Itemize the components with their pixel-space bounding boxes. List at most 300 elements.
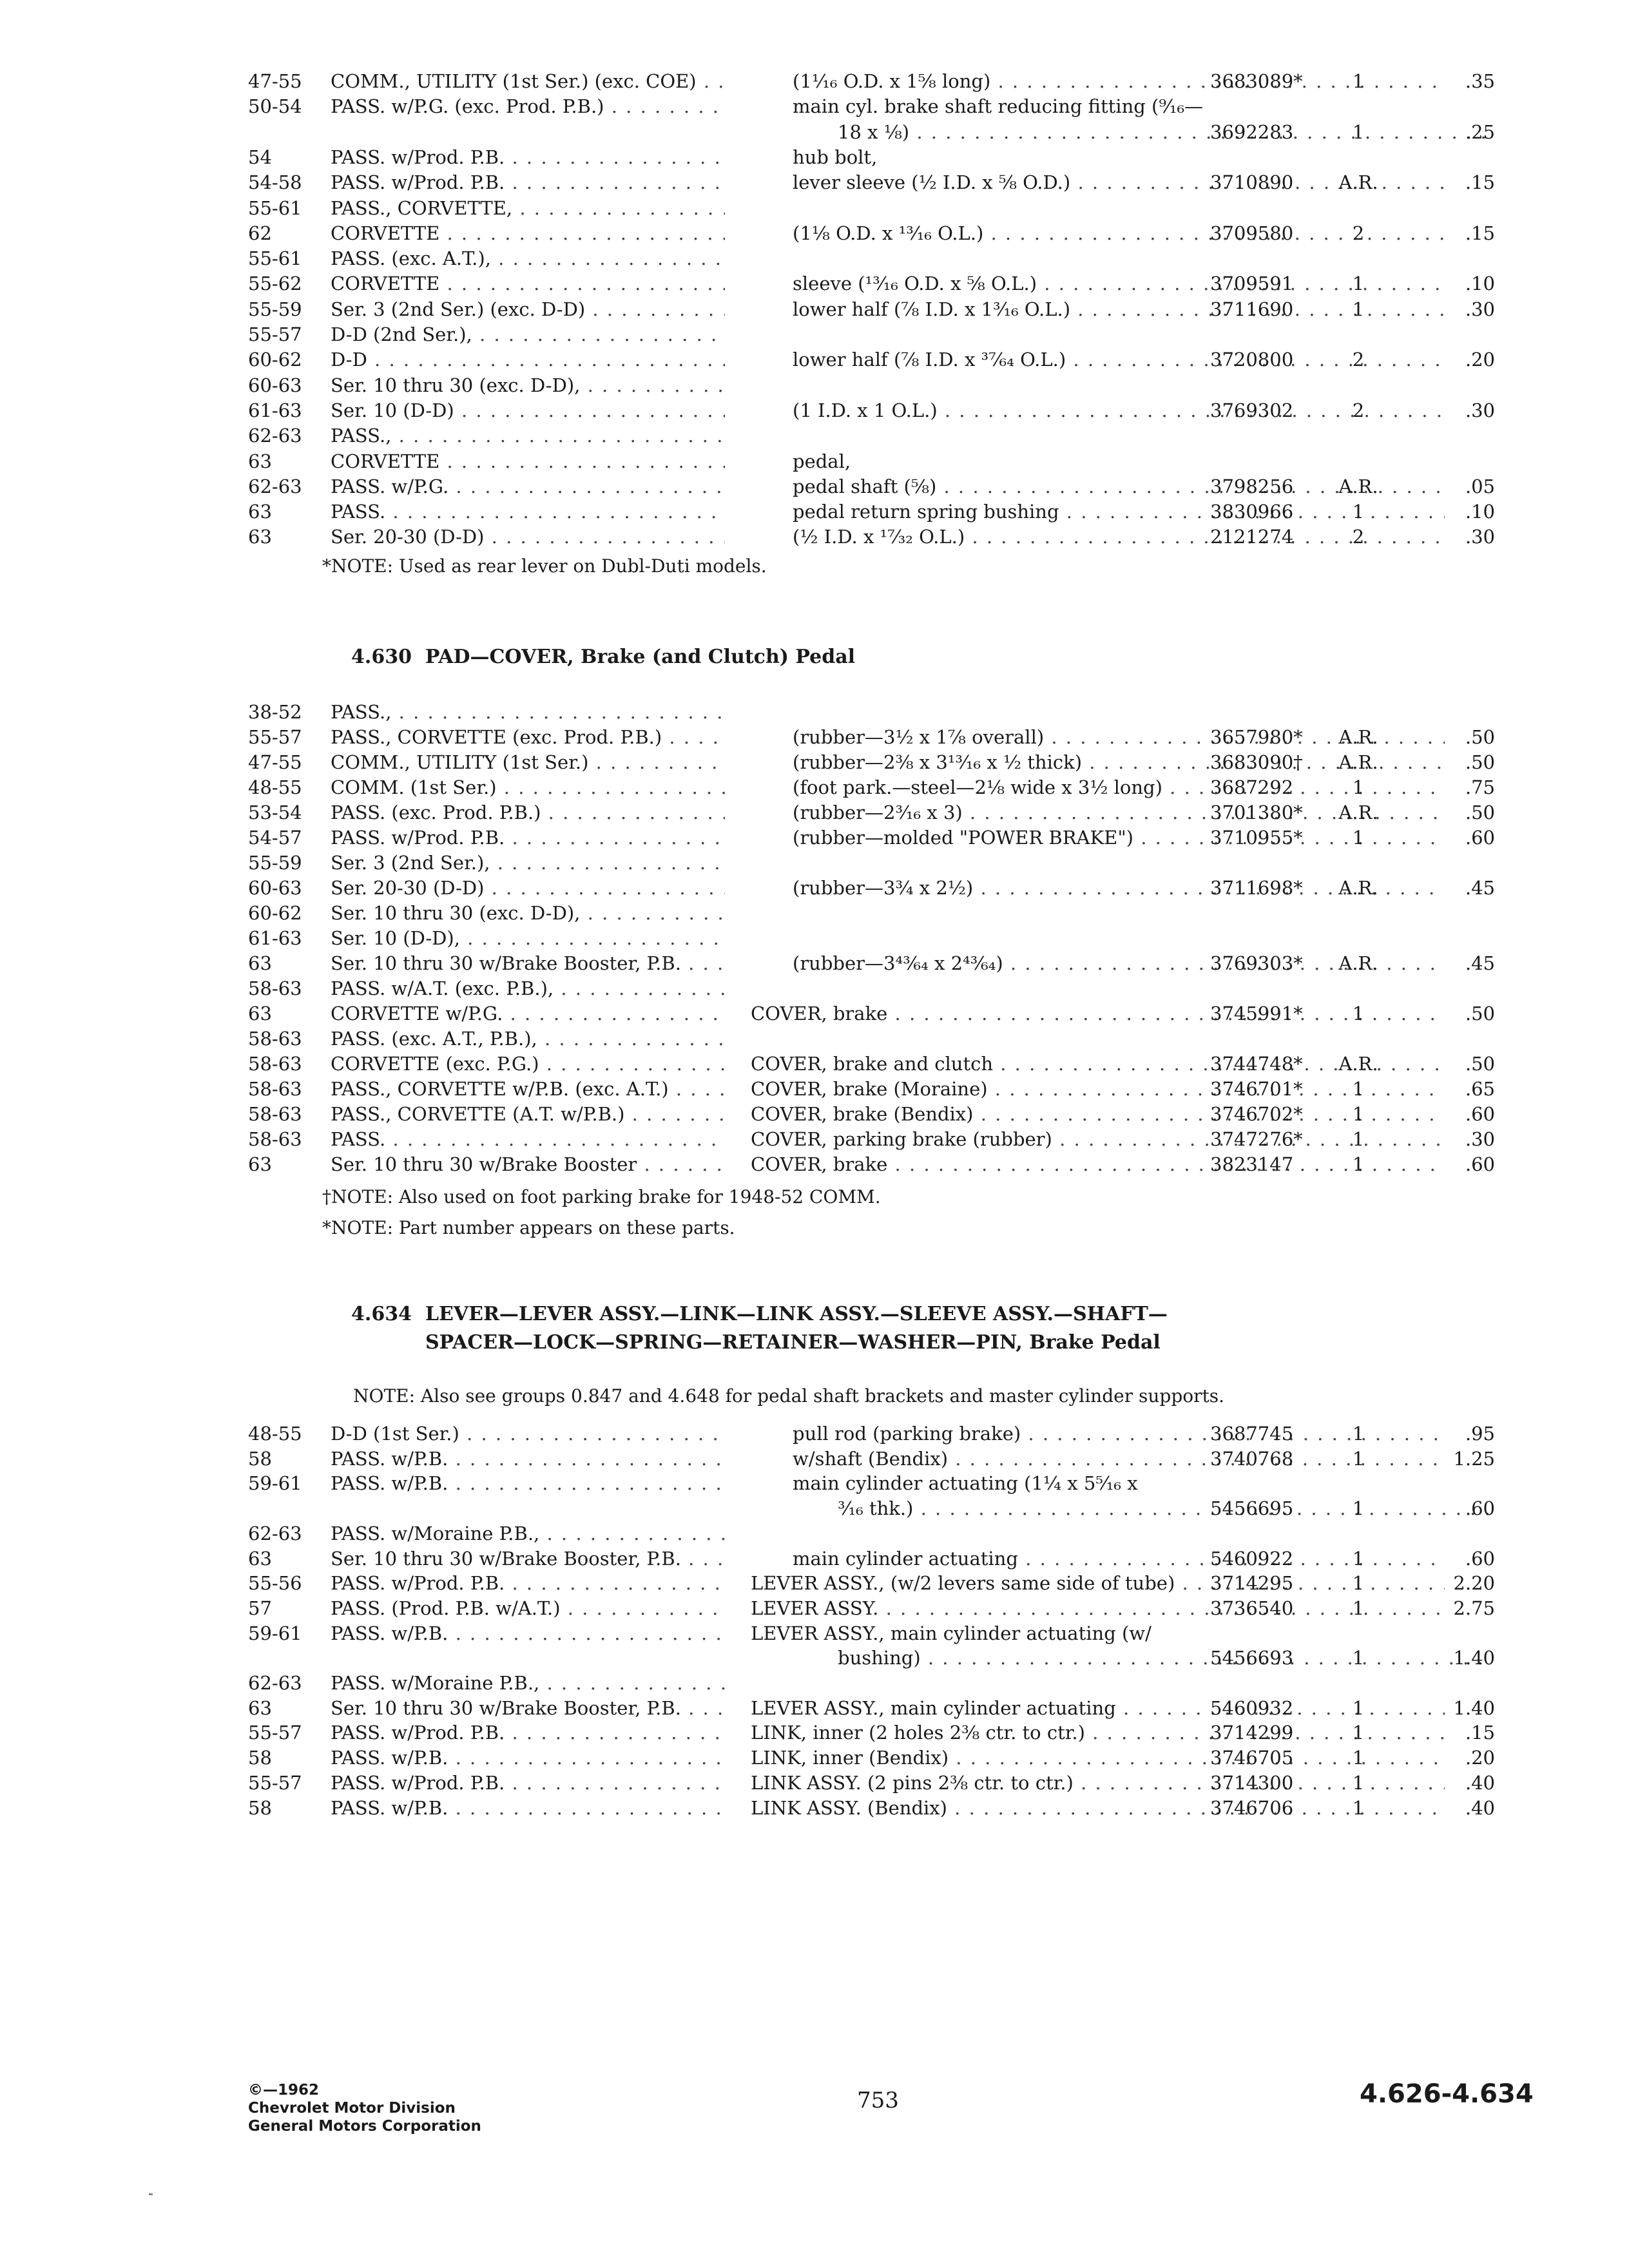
table-row: [248, 271, 1537, 296]
cell-price: .60: [1465, 1153, 1495, 1175]
cell-part: 3720800: [1210, 349, 1294, 371]
cell-price: .15: [1465, 171, 1495, 194]
cell-part: 3745991*: [1210, 1003, 1303, 1024]
cell-desc: bushing) . . .: [838, 1645, 1490, 1671]
cell-desc: LINK ASSY. (2 pins 2⅜ ctr. to ctr.) . . .: [751, 1770, 1445, 1796]
table-row: [248, 347, 1537, 372]
cell-price: .10: [1465, 501, 1495, 523]
table-row: [248, 749, 1537, 775]
cell-desc: (½ I.D. x ¹⁷⁄₃₂ O.L.) . . .: [793, 524, 1445, 550]
cell-part: 3714295: [1210, 1572, 1294, 1595]
cell-part: 3744748*: [1210, 1053, 1303, 1075]
cell-desc: pedal shaft (⅝) . . .: [793, 474, 1445, 499]
cell-price: .15: [1465, 1722, 1495, 1744]
cell-app: PASS. (exc. A.T.), . . .: [331, 245, 725, 271]
footer-copyright: ©—1962: [248, 2082, 320, 2099]
cell-year: 63: [248, 1003, 272, 1024]
cell-app: COMM., UTILITY (1st Ser.) (exc. COE) . . .: [331, 68, 725, 94]
table-row: [248, 474, 1537, 499]
cell-price: .25: [1465, 120, 1495, 143]
cell-price: .50: [1465, 751, 1495, 773]
cell-price: .15: [1465, 222, 1495, 244]
cell-app: Ser. 3 (2nd Ser.), . . .: [331, 850, 725, 876]
section-4-626-note: *NOTE: Used as rear lever on Dubl-Duti models.: [322, 555, 767, 577]
table-row: [248, 699, 1537, 725]
cell-app: PASS. (Prod. P.B. w/A.T.) . . .: [331, 1595, 725, 1621]
cell-part: 3710890: [1210, 171, 1294, 194]
cell-app: Ser. 20-30 (D-D) . . .: [331, 524, 725, 550]
table-row: [248, 1151, 1537, 1177]
cell-part: 3714299: [1210, 1722, 1294, 1744]
table-row: [248, 68, 1537, 94]
cell-year: 48-55: [248, 776, 302, 798]
table-row: [248, 144, 1537, 170]
cell-qty: 2: [1352, 399, 1365, 421]
cell-app: Ser. 10 thru 30 w/Brake Booster, P.B. . . .: [331, 1546, 725, 1571]
cell-year: 55-59: [248, 852, 302, 874]
cell-price: .50: [1465, 802, 1495, 823]
cell-year: 47-55: [248, 751, 302, 773]
cell-qty: 1: [1352, 1597, 1365, 1619]
table-row: [248, 1421, 1537, 1446]
cell-year: 55-62: [248, 273, 302, 295]
cell-price: 1.40: [1453, 1647, 1495, 1669]
cell-year: 48-55: [248, 1423, 302, 1445]
cell-part: 3769303*: [1210, 952, 1303, 974]
cell-desc: (foot park.—steel—2⅛ wide x 3½ long) . . .: [793, 774, 1445, 800]
cell-year: 55-57: [248, 323, 302, 345]
cell-price: .50: [1465, 1053, 1495, 1075]
cell-qty: A.R.: [1338, 952, 1378, 974]
cell-app: PASS. w/Prod. P.B. . . .: [331, 1570, 725, 1596]
cell-year: 63: [248, 526, 272, 548]
cell-desc: (rubber—2⅜ x 3¹³⁄₁₆ x ½ thick) . . .: [793, 749, 1445, 775]
table-row: [248, 372, 1537, 398]
cell-price: .30: [1465, 399, 1495, 421]
cell-year: 60-62: [248, 902, 302, 924]
cell-app: Ser. 10 thru 30 w/Brake Booster, P.B. . . .: [331, 950, 725, 976]
cell-year: 62-63: [248, 425, 302, 447]
section-title: LEVER—LEVER ASSY.—LINK—LINK ASSY.—SLEEVE ASSY.—SHAFT—: [425, 1303, 1168, 1325]
cell-desc: main cylinder actuating (1¼ x 5⁵⁄₁₆ x: [793, 1472, 1138, 1495]
cell-app: CORVETTE w/P.G. . . .: [331, 1001, 725, 1026]
cell-app: COMM., UTILITY (1st Ser.) . . .: [331, 749, 725, 775]
table-row: [248, 1126, 1537, 1152]
section-4-630-note-dagger: †NOTE: Also used on foot parking brake for 1948-52 COMM.: [322, 1186, 881, 1207]
cell-app: PASS. w/P.B. . . .: [331, 1795, 725, 1821]
table-row: [248, 975, 1537, 1001]
cell-year: 59-61: [248, 1472, 302, 1495]
cell-qty: 1: [1352, 1103, 1365, 1125]
cell-desc: LINK, inner (Bendix) . . .: [751, 1745, 1445, 1771]
cell-desc: lever sleeve (½ I.D. x ⅝ O.D.) . . .: [793, 169, 1445, 195]
section-number: 4.630: [351, 646, 412, 668]
section-4-634-heading-line2: SPACER—LOCK—SPRING—RETAINER—WASHER—PIN, Brake Pedal: [425, 1331, 1161, 1354]
cell-desc: COVER, brake (Moraine) . . .: [751, 1076, 1445, 1102]
cell-app: PASS., . . .: [331, 699, 725, 725]
cell-app: Ser. 10 thru 30 w/Brake Booster, P.B. . . .: [331, 1695, 725, 1721]
cell-app: D-D (2nd Ser.), . . .: [331, 322, 725, 347]
table-row: [248, 1101, 1537, 1127]
cell-app: CORVETTE . . .: [331, 448, 725, 474]
cell-app: PASS. w/Prod. P.B. . . .: [331, 169, 725, 195]
cell-desc: pull rod (parking brake) . . .: [793, 1421, 1445, 1446]
cell-year: 59-61: [248, 1622, 302, 1644]
cell-year: 62-63: [248, 1522, 302, 1544]
cell-desc: (rubber—3½ x 1⅞ overall) . . .: [793, 724, 1445, 750]
cell-app: PASS. w/A.T. (exc. P.B.), . . .: [331, 975, 725, 1001]
cell-desc: 18 x ⅛) . . .: [838, 119, 1490, 145]
cell-app: PASS. w/P.B. . . .: [331, 1470, 725, 1496]
cell-year: 62-63: [248, 1672, 302, 1694]
footer-copyright-block: [248, 2081, 481, 2135]
cell-part: 3711690: [1210, 298, 1294, 320]
table-row: [248, 220, 1537, 246]
cell-year: 58-63: [248, 1128, 302, 1150]
section-number: 4.634: [351, 1303, 412, 1325]
cell-app: PASS., CORVETTE (A.T. w/P.B.) . . .: [331, 1101, 725, 1127]
cell-price: 2.20: [1453, 1572, 1495, 1595]
cell-app: CORVETTE . . .: [331, 220, 725, 246]
cell-qty: 1: [1352, 1078, 1365, 1100]
cell-part: 2121274: [1210, 526, 1294, 548]
cell-desc: main cyl. brake shaft reducing fitting (⁹⁄₁₆—: [793, 95, 1204, 118]
cell-qty: 1: [1352, 776, 1365, 798]
cell-app: PASS. w/P.B. . . .: [331, 1620, 725, 1646]
cell-part: 5456695: [1210, 1497, 1294, 1520]
table-row: [248, 950, 1537, 976]
cell-qty: 1: [1352, 1722, 1365, 1744]
cell-desc: LEVER ASSY., (w/2 levers same side of tube) . . .: [751, 1570, 1445, 1596]
table-row: [248, 296, 1537, 322]
cell-part: 3823147: [1210, 1153, 1294, 1175]
cell-part: 3710955*: [1210, 827, 1303, 849]
cell-app: D-D (1st Ser.) . . .: [331, 1421, 725, 1446]
cell-app: Ser. 10 thru 30 w/Brake Booster . . .: [331, 1151, 725, 1177]
cell-qty: 1: [1352, 1696, 1365, 1719]
page-number: 753: [857, 2088, 899, 2113]
cell-year: 50-54: [248, 95, 302, 118]
cell-qty: 1: [1352, 1447, 1365, 1470]
cell-part: 5460922: [1210, 1547, 1294, 1570]
cell-app: CORVETTE (exc. P.G.) . . .: [331, 1051, 725, 1077]
table-row: [248, 850, 1537, 876]
cell-app: PASS. w/Moraine P.B., . . .: [331, 1521, 725, 1546]
table-row: [248, 119, 1537, 145]
cell-price: .60: [1465, 1103, 1495, 1125]
table-row: [248, 1076, 1537, 1102]
table-row: [248, 1795, 1537, 1821]
cell-year: 63: [248, 501, 272, 523]
cell-price: 2.75: [1453, 1597, 1495, 1619]
cell-price: .30: [1465, 1128, 1495, 1150]
cell-desc: LEVER ASSY., main cylinder actuating . . .: [751, 1695, 1445, 1721]
cell-price: .45: [1465, 952, 1495, 974]
table-row: [248, 1570, 1537, 1596]
cell-desc: LEVER ASSY. . . .: [751, 1595, 1445, 1621]
cell-price: .30: [1465, 526, 1495, 548]
cell-price: 1.25: [1453, 1447, 1495, 1470]
section-title: PAD—COVER, Brake (and Clutch) Pedal: [425, 646, 856, 668]
cell-qty: A.R.: [1338, 877, 1378, 899]
cell-app: PASS. (exc. A.T., P.B.), . . .: [331, 1026, 725, 1052]
cell-app: PASS., CORVETTE w/P.B. (exc. A.T.) . . .: [331, 1076, 725, 1102]
cell-app: Ser. 10 (D-D) . . .: [331, 398, 725, 423]
cell-part: 3830966: [1210, 501, 1294, 523]
table-row: [248, 524, 1537, 550]
cell-desc: COVER, brake . . .: [751, 1151, 1445, 1177]
cell-desc: (rubber—2³⁄₁₆ x 3) . . .: [793, 800, 1445, 825]
cell-qty: 2: [1352, 526, 1365, 548]
cell-year: 55-59: [248, 298, 302, 320]
table-row: [248, 169, 1537, 195]
cell-app: PASS., CORVETTE, . . .: [331, 195, 725, 221]
cell-price: .30: [1465, 298, 1495, 320]
cell-year: 60-62: [248, 349, 302, 371]
table-row: [248, 448, 1537, 474]
table-row: [248, 1720, 1537, 1745]
table-row: [248, 1001, 1537, 1026]
cell-year: 54: [248, 146, 272, 168]
cell-year: 55-56: [248, 1572, 302, 1595]
table-row: [248, 245, 1537, 271]
cell-year: 55-61: [248, 247, 302, 270]
cell-part: 3746706: [1210, 1796, 1294, 1819]
cell-part: 5460932: [1210, 1696, 1294, 1719]
cell-price: 1.40: [1453, 1696, 1495, 1719]
cell-qty: 1: [1352, 70, 1365, 92]
cell-qty: A.R.: [1338, 475, 1378, 497]
cell-year: 61-63: [248, 927, 302, 949]
table-row: [248, 1495, 1537, 1521]
cell-qty: 1: [1352, 1547, 1365, 1570]
cell-part: 3746702*: [1210, 1103, 1303, 1125]
cell-qty: A.R.: [1338, 171, 1378, 194]
cell-price: .50: [1465, 1003, 1495, 1024]
cell-year: 55-57: [248, 1771, 302, 1794]
cell-year: 61-63: [248, 399, 302, 421]
cell-qty: 1: [1352, 1647, 1365, 1669]
table-row: [248, 724, 1537, 750]
cell-year: 63: [248, 1153, 272, 1175]
cell-app: PASS. w/P.B. . . .: [331, 1446, 725, 1472]
cell-app: PASS. w/Prod. P.B. . . .: [331, 1720, 725, 1745]
cell-desc: COVER, parking brake (rubber) . . .: [751, 1126, 1445, 1152]
cell-price: .40: [1465, 1771, 1495, 1794]
table-row: [248, 322, 1537, 347]
cell-qty: A.R.: [1338, 802, 1378, 823]
cell-year: 53-54: [248, 802, 302, 823]
table-row: [248, 1645, 1537, 1671]
cell-qty: 1: [1352, 1423, 1365, 1445]
scan-speck: [149, 2193, 153, 2195]
cell-desc: w/shaft (Bendix) . . .: [793, 1446, 1445, 1472]
cell-year: 55-57: [248, 726, 302, 748]
cell-year: 58: [248, 1796, 272, 1819]
cell-year: 57: [248, 1597, 272, 1619]
cell-part: 3683089*: [1210, 70, 1303, 92]
cell-desc: pedal return spring bushing . . .: [793, 499, 1445, 524]
cell-app: PASS. w/P.G. (exc. Prod. P.B.) . . .: [331, 93, 725, 119]
cell-desc: (1 I.D. x 1 O.L.) . . .: [793, 398, 1445, 423]
cell-app: PASS. w/P.G. . . .: [331, 474, 725, 499]
cell-app: PASS. (exc. Prod. P.B.) . . .: [331, 800, 725, 825]
cell-year: 47-55: [248, 70, 302, 92]
table-row: [248, 1595, 1537, 1621]
cell-qty: 2: [1352, 222, 1365, 244]
cell-app: PASS. . . .: [331, 1126, 725, 1152]
cell-app: PASS. w/Prod. P.B. . . .: [331, 144, 725, 170]
cell-app: PASS., CORVETTE (exc. Prod. P.B.) . . .: [331, 724, 725, 750]
cell-desc: ³⁄₁₆ thk.) . . .: [838, 1495, 1490, 1521]
table-row: [248, 800, 1537, 825]
table-row: [248, 398, 1537, 423]
cell-price: .35: [1465, 70, 1495, 92]
cell-desc: main cylinder actuating . . .: [793, 1546, 1445, 1571]
cell-year: 62-63: [248, 475, 302, 497]
cell-year: 63: [248, 1547, 272, 1570]
cell-qty: 1: [1352, 1771, 1365, 1794]
cell-app: Ser. 3 (2nd Ser.) (exc. D-D) . . .: [331, 296, 725, 322]
cell-qty: 2: [1352, 349, 1365, 371]
cell-year: 58-63: [248, 977, 302, 999]
cell-part: 3740768: [1210, 1447, 1294, 1470]
table-row: [248, 195, 1537, 221]
cell-part: 3798256: [1210, 475, 1294, 497]
cell-price: .20: [1465, 349, 1495, 371]
cell-qty: 1: [1352, 1128, 1365, 1150]
cell-year: 54-57: [248, 827, 302, 849]
cell-price: .45: [1465, 877, 1495, 899]
table-row: [248, 774, 1537, 800]
cell-desc: hub bolt,: [793, 146, 878, 168]
table-row: [248, 900, 1537, 926]
cell-desc: (rubber—3¾ x 2½) . . .: [793, 875, 1445, 901]
cell-app: Ser. 10 (D-D), . . .: [331, 925, 725, 951]
cell-year: 55-57: [248, 1722, 302, 1744]
section-4-630-note-star: *NOTE: Part number appears on these parts.: [322, 1217, 735, 1238]
cell-price: .60: [1465, 827, 1495, 849]
cell-year: 38-52: [248, 701, 302, 723]
footer-corporation: General Motors Corporation: [248, 2118, 481, 2135]
cell-app: Ser. 10 thru 30 (exc. D-D), . . .: [331, 900, 725, 926]
cell-year: 63: [248, 450, 272, 472]
table-row: [248, 1745, 1537, 1771]
section-4-634-pre-note: NOTE: Also see groups 0.847 and 4.648 for pedal shaft brackets and master cylinder supports.: [353, 1385, 1225, 1407]
table-row: [248, 1620, 1537, 1646]
cell-part: 3711698*: [1210, 877, 1303, 899]
cell-qty: 1: [1352, 501, 1365, 523]
section-4-630-heading: [351, 644, 855, 670]
section-4-634-heading: [351, 1302, 1168, 1327]
table-row: [248, 1770, 1537, 1796]
cell-part: 3701380*: [1210, 802, 1303, 823]
cell-price: .75: [1465, 776, 1495, 798]
cell-desc: (1¹⁄₁₆ O.D. x 1⁵⁄₈ long) . . .: [793, 68, 1445, 94]
cell-part: 3769302: [1210, 399, 1294, 421]
cell-year: 58: [248, 1747, 272, 1769]
cell-part: 3687292: [1210, 776, 1294, 798]
cell-price: .20: [1465, 1747, 1495, 1769]
cell-year: 58-63: [248, 1078, 302, 1100]
table-row: [248, 1695, 1537, 1721]
cell-part: 3657980*: [1210, 726, 1303, 748]
table-row: [248, 423, 1537, 448]
cell-qty: 1: [1352, 120, 1365, 143]
cell-part: 3683090†: [1210, 751, 1303, 773]
cell-qty: 1: [1352, 1747, 1365, 1769]
cell-desc: lower half (⅞ I.D. x ³⁷⁄₆₄ O.L.) . . .: [793, 347, 1445, 372]
cell-qty: A.R.: [1338, 1053, 1378, 1075]
cell-qty: 1: [1352, 1572, 1365, 1595]
cell-part: 5456693: [1210, 1647, 1294, 1669]
cell-price: .60: [1465, 1497, 1495, 1520]
cell-price: .10: [1465, 273, 1495, 295]
cell-year: 58: [248, 1447, 272, 1470]
cell-qty: 1: [1352, 1497, 1365, 1520]
cell-price: .40: [1465, 1796, 1495, 1819]
cell-qty: 1: [1352, 298, 1365, 320]
table-row: [248, 925, 1537, 951]
cell-app: PASS. w/Moraine P.B., . . .: [331, 1670, 725, 1696]
cell-year: 63: [248, 952, 272, 974]
cell-price: .65: [1465, 1078, 1495, 1100]
cell-app: PASS. w/Prod. P.B. . . .: [331, 825, 725, 850]
cell-desc: pedal,: [793, 450, 851, 472]
cell-year: 60-63: [248, 374, 302, 396]
cell-desc: LINK ASSY. (Bendix) . . .: [751, 1795, 1445, 1821]
cell-desc: (rubber—molded "POWER BRAKE") . . .: [793, 825, 1445, 850]
table-row: [248, 499, 1537, 524]
cell-desc: sleeve (¹³⁄₁₆ O.D. x ⅝ O.L.) . . .: [793, 271, 1445, 296]
table-row: [248, 1521, 1537, 1546]
cell-app: Ser. 20-30 (D-D) . . .: [331, 875, 725, 901]
cell-qty: 1: [1352, 827, 1365, 849]
cell-year: 62: [248, 222, 272, 244]
cell-part: 3709580: [1210, 222, 1294, 244]
cell-price: .60: [1465, 1547, 1495, 1570]
cell-desc: (rubber—3⁴³⁄₆₄ x 2⁴³⁄₆₄) . . .: [793, 950, 1445, 976]
cell-desc: COVER, brake (Bendix) . . .: [751, 1101, 1445, 1127]
cell-part: 3692283: [1210, 120, 1294, 143]
cell-qty: 1: [1352, 1153, 1365, 1175]
cell-year: 60-63: [248, 877, 302, 899]
cell-app: PASS., . . .: [331, 423, 725, 448]
cell-year: 54-58: [248, 171, 302, 194]
table-row: [248, 875, 1537, 901]
cell-qty: 1: [1352, 1796, 1365, 1819]
cell-app: Ser. 10 thru 30 (exc. D-D), . . .: [331, 372, 725, 398]
section-range: 4.626-4.634: [1360, 2079, 1534, 2109]
cell-year: 58-63: [248, 1028, 302, 1050]
cell-qty: 1: [1352, 1003, 1365, 1024]
cell-price: .05: [1465, 475, 1495, 497]
table-row: [248, 1546, 1537, 1571]
cell-desc: LINK, inner (2 holes 2⅜ ctr. to ctr.) . . .: [751, 1720, 1445, 1745]
cell-desc: COVER, brake . . .: [751, 1001, 1445, 1026]
cell-part: 3687745: [1210, 1423, 1294, 1445]
cell-part: 3746705: [1210, 1747, 1294, 1769]
cell-part: 3736540: [1210, 1597, 1294, 1619]
cell-desc: COVER, brake and clutch . . .: [751, 1051, 1445, 1077]
cell-year: 58-63: [248, 1103, 302, 1125]
cell-app: PASS. w/P.B. . . .: [331, 1745, 725, 1771]
cell-year: 58-63: [248, 1053, 302, 1075]
cell-price: .95: [1465, 1423, 1495, 1445]
cell-app: D-D . . .: [331, 347, 725, 372]
table-row: [248, 1670, 1537, 1696]
table-row: [248, 1470, 1537, 1496]
